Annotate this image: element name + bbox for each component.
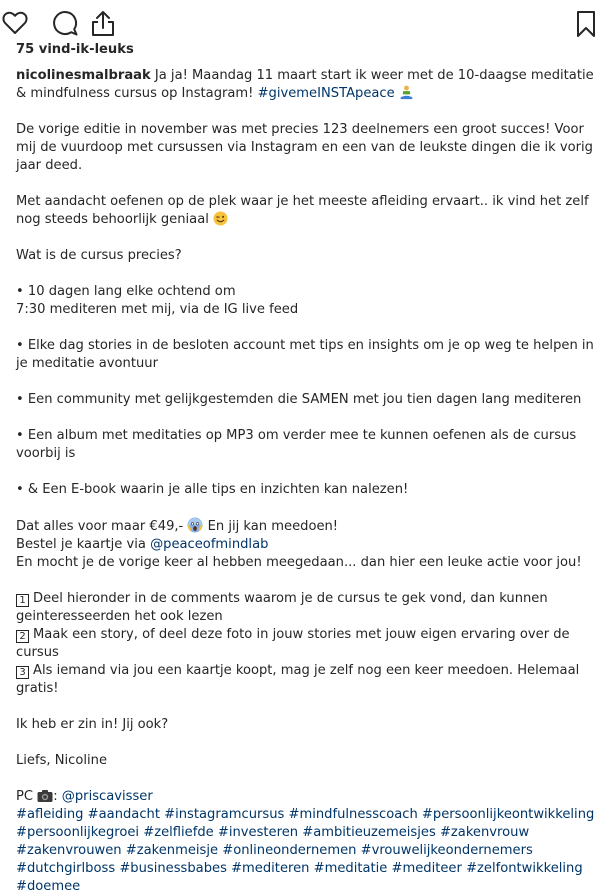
hashtag-link[interactable]: #zakenvrouwen	[16, 843, 122, 858]
hashtag-link[interactable]: #doemee	[16, 879, 81, 894]
action-text: Als iemand via jou een kaartje koopt, mag je zelf nog een keer meedoen. Helemaal gratis!	[16, 663, 580, 696]
hashtag-link[interactable]: #dutchgirlboss	[16, 861, 116, 876]
bullet-item: • Een album met meditaties op MP3 om verder mee te kunnen oefenen als de cursus voorbij is	[16, 428, 577, 461]
action-item	[16, 662, 596, 698]
caption-question: Wat is de cursus precies?	[16, 248, 182, 263]
hashtag-link[interactable]: #persoonlijkeontwikkeling	[421, 807, 595, 822]
post-caption	[16, 67, 596, 896]
price-text: En jij kan meedoen!	[203, 519, 339, 534]
action-text: Deel hieronder in de comments waarom je de cursus te gek vond, dan kunnen geinteresseerden het ook lezen	[16, 591, 548, 624]
action-item	[16, 626, 596, 662]
previous-line: En mocht je de vorige keer al hebben meegedaan... dan hier een leuke actie voor jou!	[16, 555, 582, 570]
hashtag-link[interactable]: #meditatie	[313, 861, 388, 876]
hashtag-list	[16, 806, 596, 896]
username-link[interactable]: nicolinesmalbraak	[16, 68, 151, 83]
bullet-item: • Een community met gelijkgestemden die SAMEN met jou tien dagen lang mediteren	[16, 392, 582, 407]
mention-link[interactable]: @priscavisser	[61, 789, 153, 804]
hashtag-link[interactable]: #mediteer	[391, 861, 462, 876]
person-in-lotus-position-icon	[399, 85, 414, 100]
hashtag-link[interactable]: #afleiding	[16, 807, 84, 822]
hashtag-link[interactable]: #mediteren	[231, 861, 310, 876]
hashtag-link[interactable]: #mindfulnesscoach	[288, 807, 418, 822]
hashtag-link[interactable]: #zelfontwikkeling	[466, 861, 583, 876]
keycap-number-icon: 3	[16, 666, 29, 679]
caption-intro	[16, 67, 596, 103]
bullet-text: 7:30 mediteren met mij, via de IG live feed	[16, 302, 299, 317]
caption-paragraph: De vorige editie in november was met precies 123 deelnemers een groot succes! Voor mij de vuurdoop met cursussen via Instagram en een van de leukste dingen die ik vorig jaar deed.	[16, 122, 593, 173]
bullet-item: • Elke dag stories in de besloten account met tips en insights om je op weg te helpen in je meditatie avontuur	[16, 338, 594, 371]
like-count[interactable]: 75 vind-ik-leuks	[16, 42, 134, 57]
paragraph-text: Met aandacht oefenen op de plek waar je het meeste afleiding ervaart.. ik vind het zelf nog steeds behoorlijk geniaal	[16, 194, 589, 227]
caption-signoff: Liefs, Nicoline	[16, 753, 108, 768]
hashtag-link[interactable]: #zakenvrouw	[439, 825, 530, 840]
bookmark-icon[interactable]	[575, 10, 597, 38]
hashtag-link[interactable]: #vrouwelijkeondernemers	[360, 843, 533, 858]
price-line	[16, 517, 596, 536]
comment-icon[interactable]	[51, 9, 79, 37]
bullet-item	[16, 283, 596, 319]
screaming-face-icon	[187, 517, 203, 533]
caption-line: Ik heb er zin in! Jij ook?	[16, 717, 169, 732]
hashtag-link[interactable]: #zakenmeisje	[125, 843, 219, 858]
caption-paragraph	[16, 193, 596, 229]
hashtag-link[interactable]: #zelfliefde	[143, 825, 214, 840]
hashtag-link[interactable]: #aandacht	[87, 807, 160, 822]
ticket-line	[16, 536, 596, 554]
hashtag-link[interactable]: #givemeINSTApeace	[257, 86, 395, 101]
bullet-text: • 10 dagen lang elke ochtend om	[16, 284, 236, 299]
camera-icon	[37, 789, 53, 803]
hashtag-link[interactable]: #investeren	[217, 825, 299, 840]
hashtag-link[interactable]: #persoonlijkegroei	[16, 825, 140, 840]
heart-icon[interactable]	[2, 11, 28, 35]
keycap-number-icon: 2	[16, 630, 29, 643]
photo-credit: PC : @priscavisser	[16, 789, 153, 804]
intro-text: Ja ja! Maandag 11 maart start ik weer met de 10-daagse meditatie & mindfulness cursus op Instagram!	[16, 68, 594, 101]
winking-face-icon	[213, 211, 228, 226]
action-text: Maak een story, of deel deze foto in jouw stories met jouw eigen ervaring over de cursus	[16, 627, 570, 660]
hashtag-link[interactable]: #ambitieuzemeisjes	[302, 825, 436, 840]
bullet-item: • & Een E-book waarin je alle tips en inzichten kan nalezen!	[16, 482, 409, 497]
action-item	[16, 590, 596, 626]
hashtag-link[interactable]: #businessbabes	[119, 861, 227, 876]
photo-credit-label: PC	[16, 789, 38, 804]
hashtag-link[interactable]: #instagramcursus	[164, 807, 285, 822]
share-icon[interactable]	[90, 9, 116, 37]
ticket-text: Bestel je kaartje via	[16, 537, 151, 552]
price-text: Dat alles voor maar €49,-	[16, 519, 188, 534]
action-bar	[0, 6, 611, 40]
keycap-number-icon: 1	[16, 594, 29, 607]
mention-link[interactable]: @peaceofmindlab	[150, 537, 269, 552]
hashtag-link[interactable]: #onlineondernemen	[222, 843, 357, 858]
